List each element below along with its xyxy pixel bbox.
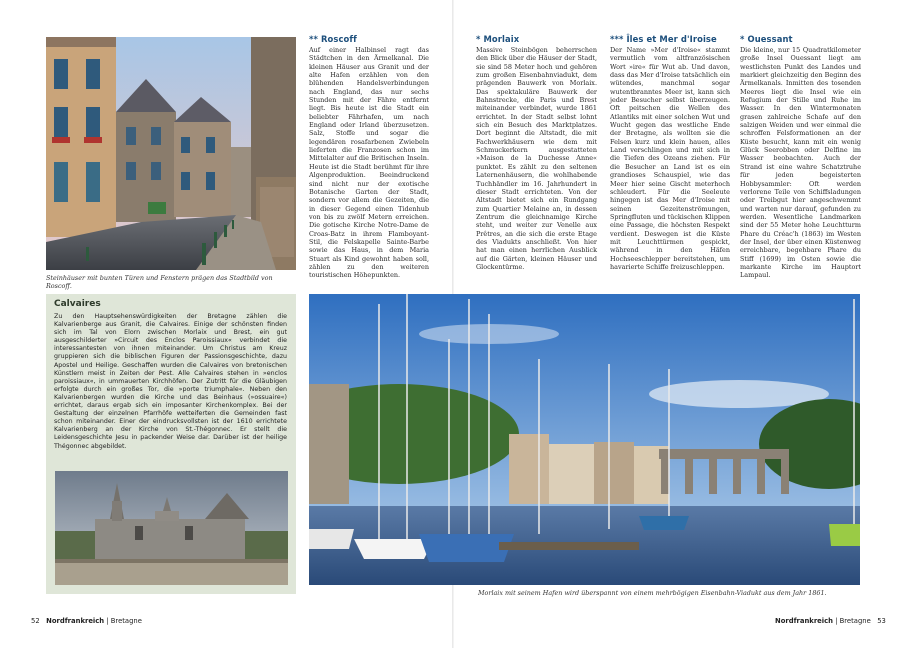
roscoff-body: Auf einer Halbinsel ragt das Städtchen in den Ärmelkanal. Die kleinen Häuser aus Granit und der alte Hafen erzählen von den blühenden Handelsverbindungen nach England, das nur sechs Stunden mit der Fähre entfernt liegt. Bis heute ist die Stadt ein beliebter Fährhafen, um nach England oder Irland überzusetzen. Salz, Stoffe und sogar die legendären rosafarbenen Zwiebeln lieferten die Franzosen schon im Mittelalter auf die Britischen Inseln. Heute ist die Stadt berühmt für ihre Algenproduktion. Beeindruckend sind nicht nur der exotische Botanische Garten der Stadt, sondern vor allem die Gezeiten, die in dieser Gegend einen Tidenhub von bis zu zwölf Metern erreichen. Die gotische Kirche Notre-Dame de Croas-Batz in ihrem Flamboyant-Stil, die Felskapelle Sainte-Barbe sowie das Haus, in dem Maria Stuart als Kind gewohnt haben soll, zählen zu den weiteren touristischen Höhepunkten. xyxy=(309,46,429,280)
iles-heading: *** Îles et Mer d'Iroise xyxy=(610,34,717,44)
ouessant-body: Die kleine, nur 15 Quadratkilometer große Insel Ouessant liegt am westlichsten Punkt des Landes und markiert gleichzeitig den Beginn des Ärmelkanals. Inmitten des tosenden Meeres liegt die Insel wie ein Refugium der Stille und Ruhe im Wasser. In den Wintermonaten grasen zahlreiche Schafe auf den salzigen Weiden und wer einmal die schroffen Felsformationen an der Küste besucht, kann mit ein wenig Glück Seerobben oder Delfine im Wasser beobachten. Auch der Strand ist eine wahre Schatztruhe für jeden begeisterten Hobbysammler: Oft werden verlorene Teile von Schiffsladungen oder Treibgut hier angeschwemmt und warten nur darauf, gefunden zu werden. Wesentliche Landmarken sind der 55 Meter hohe Leuchtturm Phare du Créac'h (1863) im Westen der Insel, der über einen Küstenweg erreichbare, begehbare Phare du Stiff (1699) im Osten sowie die markante Kirche im Hauptort Lampaul. xyxy=(740,46,861,280)
right-page-number: 53 xyxy=(877,617,886,625)
calvaire-church-photo xyxy=(55,471,288,585)
morlaix-heading: * Morlaix xyxy=(476,34,520,44)
morlaix-harbor-photo xyxy=(309,294,860,585)
iles-article xyxy=(610,34,730,271)
morlaix-article xyxy=(476,34,597,271)
morlaix-body: Massive Steinbögen beherrschen den Blick über die Häuser der Stadt, sie sind 58 Meter hoch und gehören zum großen Eisenbahnviadukt, dem prägenden Bauwerk von Morlaix. Das spektakuläre Bauwerk der Bahnstrecke, die Paris und Brest miteinander verbindet, wurde 1861 errichtet. In der Stadt selbst lohnt sich ein Besuch des Marktplatzes. Dort beginnt die Altstadt, die mit Fachwerkhäusern wie dem mit Schmuckerkern ausgestatteten »Maison de la Duchesse Anne« punktet. Es zählt zu den seltenen Laternenhäusern, die wohlhabende Tuchhändler im 16. Jahrhundert in dieser Stadt errichteten. Von der Altstadt bietet sich ein Rundgang zum Quartier Melaine an, in dessen Zentrum die gleichnamige Kirche steht, und weiter zur Venelle aux Prêtres, an die sich die erste Etage des Viadukts anschließt. Von hier hat man einen herrlichen Ausblick auf die Gärten, kleinen Häuser und Glockentürme. xyxy=(476,46,597,271)
roscoff-street-photo xyxy=(46,37,296,270)
left-page-number: 52 xyxy=(31,617,40,625)
roscoff-heading: ** Roscoff xyxy=(309,34,357,44)
right-footer: Nordfrankreich | Bretagne 53 xyxy=(775,617,886,625)
left-footer-region: Bretagne xyxy=(110,617,142,625)
ouessant-article xyxy=(740,34,861,280)
roscoff-photo-caption: Steinhäuser mit bunten Türen und Fenstern prägen das Stadtbild von Roscoff. xyxy=(46,274,273,290)
calvaires-body: Zu den Hauptsehenswürdigkeiten der Bretagne zählen die Kalvarienberge aus Granit, die Calvaires. Einige der schönsten finden sich im Tal von Elorn zwischen Morlaix und Brest, ein gut ausgeschilderter »Circuit des Enclos Paroissiaux« verbindet die interessantesten von ihnen miteinander. Um Christus am Kreuz gruppieren sich die biblischen Figuren der Passionsgeschichte, dazu Apostel und Heilige. Geschaffen wurden die Calvaires von bretonischen Künstlern meist in Zeiten der Pest. Alle Calvaires stehen in »enclos paroissiaux«, in ummauerten Kirchhöfen. Der Zutritt für die Gläubigen erfolgte durch ein großes Tor, die »porte triumphale«. Neben den Kalvarienbergen wurden die Kirche und das Beinhaus (»ossuaire«) errichtet, daraus ergab sich ein imposanter Kirchenkomplex. Bei der Gestaltung der einzelnen Pfarrhöfe wetteiferten die Gemeinden fast schon miteinander. Einer der eindrucksvollsten ist der 1610 errichtete Kalvarienberg an der Kirche von St.-Thégonnec. Er stellt die Leidensgeschichte Jesu in packender Weise dar. Darüber ist der heilige Thégonnec abgebildet. xyxy=(54,313,287,450)
roscoff-article xyxy=(309,34,429,280)
iles-body: Der Name »Mer d'Iroise« stammt vermutlich vom altfranzösischen Wort »ire« für Wut ab. Und davon, dass das Mer d'Iroise tatsächlich ein wütendes, manchmal sogar wutentbranntes Meer ist, kann sich jeder Besucher selbst überzeugen. Oft peitschen die Wellen des Atlantiks mit einer solchen Wut und Wucht gegen das westliche Ende der Bretagne, als wollten sie die Felsen kurz und klein hauen, alles Land verschlingen und mit sich in die Tiefen des Ozeans ziehen. Für die Besucher an Land ist es ein grandioses Schauspiel, wie das Meer hier seine Gischt meterhoch schleudert. Für die Seeleute hingegen ist das Mer d'Iroise mit seinen Gezeitenströmungen, Springfluten und tückischen Klippen eine Passage, die höchsten Respekt verdient. Deswegen ist die Küste mit Leuchttürmen gespickt, während in den Häfen Hochseeschlepper bereitstehen, um havarierte Schiffe freizuschleppen. xyxy=(610,46,730,271)
right-footer-section: Nordfrankreich xyxy=(775,617,833,625)
left-footer: 52 Nordfrankreich | Bretagne xyxy=(31,617,142,625)
left-footer-section: Nordfrankreich xyxy=(46,617,105,625)
calvaires-heading: Calvaires xyxy=(54,299,101,309)
ouessant-heading: * Ouessant xyxy=(740,34,793,44)
right-footer-region: Bretagne xyxy=(839,617,871,625)
harbor-photo-caption: Morlaix mit seinem Hafen wird überspannt von einem mehrbögigen Eisenbahn-Viadukt aus dem Jahr 1861. xyxy=(478,589,827,597)
